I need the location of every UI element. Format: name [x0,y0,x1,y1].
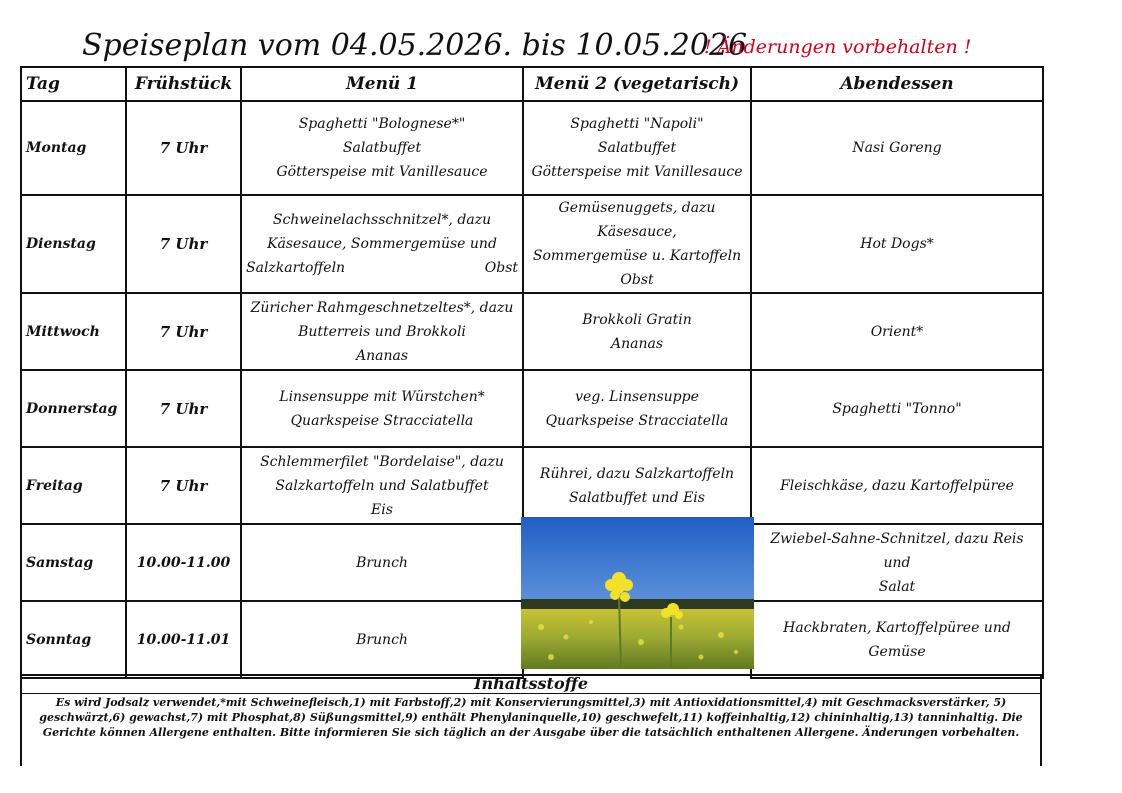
dish-line: veg. Linsensuppe [575,388,699,405]
dish-line: Salat [878,578,916,595]
dish-line-split [246,256,518,280]
breakfast-cell: 7 Uhr [126,370,241,447]
table-row [21,370,1043,447]
day-cell: Sonntag [21,601,126,678]
day-cell: Dienstag [21,195,126,293]
breakfast-cell: 7 Uhr [126,447,241,524]
day-cell: Freitag [21,447,126,524]
menu1-cell [241,293,523,370]
dish-line: Hackbraten, Kartoffelpüree und Gemüse [783,619,1011,660]
menu2-cell [523,195,751,293]
header-row [21,67,1043,101]
dish-line: Züricher Rahmgeschnetzeltes*, dazu [250,299,514,316]
col-header-day: Tag [21,67,126,101]
dish-line: Rührei, dazu Salzkartoffeln [539,465,735,482]
dish-line: Hot Dogs* [860,236,934,252]
breakfast-cell: 7 Uhr [126,101,241,195]
dinner-cell [751,370,1043,447]
dish-line-left: Salzkartoffeln [246,260,346,276]
menu2-cell [523,447,751,524]
dish-line: Salatbuffet [342,140,422,156]
dinner-cell [751,101,1043,195]
footer-title: Inhaltsstoffe [473,674,589,693]
menu2-cell [523,101,751,195]
rapeseed-photo-svg [521,517,754,669]
menu1-cell [241,195,523,293]
dish-line: Schweinelachsschnitzel*, dazu [272,212,492,228]
dish-line: Quarkspeise Stracciatella [545,412,729,429]
dish-line: Spaghetti "Tonno" [832,400,962,417]
table-row [21,195,1043,293]
dish-line: Salzkartoffeln und Salatbuffet [275,477,489,494]
dish-line: Salatbuffet [597,140,677,156]
menu2-cell [523,370,751,447]
dish-line: Sommergemüse u. Kartoffeln [532,248,742,264]
dish-line: Nasi Goreng [852,140,942,156]
dinner-cell [751,195,1043,293]
dish-line: Eis [371,501,393,518]
table-row [21,293,1043,370]
dish-line: Brokkoli Gratin [582,311,692,328]
col-header-menu2: Menü 2 (vegetarisch) [523,67,751,101]
dish-line: Brunch [356,631,408,648]
breakfast-cell: 7 Uhr [126,195,241,293]
table-row [21,447,1043,524]
dish-line: Obst [620,272,654,288]
rapeseed-field-photo [521,517,754,669]
day-cell: Mittwoch [21,293,126,370]
dinner-cell [751,601,1043,678]
menu1-cell [241,524,523,601]
day-cell: Samstag [21,524,126,601]
changes-note: ! Änderungen vorbehalten ! [704,36,972,58]
col-header-menu1: Menü 1 [241,67,523,101]
day-cell: Donnerstag [21,370,126,447]
breakfast-cell: 10.00-11.00 [126,524,241,601]
dish-line: Quarkspeise Stracciatella [290,412,474,429]
breakfast-cell: 7 Uhr [126,293,241,370]
dish-line: Salatbuffet und Eis [569,489,705,506]
col-header-dinner: Abendessen [751,67,1043,101]
dish-line: Butterreis und Brokkoli [298,323,466,340]
dish-line: Brunch [356,554,408,571]
dinner-cell [751,293,1043,370]
dish-line: Ananas [610,335,664,352]
dish-line-right: Obst [484,260,518,276]
footer-divider [20,693,1042,694]
dish-line: Orient* [870,323,924,340]
menu1-cell [241,447,523,524]
dish-line: Schlemmerfilet "Bordelaise", dazu [260,453,504,470]
breakfast-cell: 10.00-11.01 [126,601,241,678]
dish-line: Linsensuppe mit Würstchen* [279,388,485,405]
menu1-cell [241,370,523,447]
footer-allergen-text: Es wird Jodsalz verwendet,*mit Schweinefleisch,1) mit Farbstoff,2) mit Konservierungsmittel,3) mit Antioxidationsmittel,4) mit Geschmacksverstärker, 5) geschwärzt,6) gewachst,7) mit Phosphat,8) Süßungsmittel,9) enthält Phenylaninquelle,10) geschwefelt,11) koffeinhaltig,12) chininhaltig,13) tanninhaltig. Die Gerichte können Allergene enthalten. Bitte informieren Sie sich täglich an der Ausgabe über die tatsächlich enthaltenen Allergene. Änderungen vorbehalten. [39,696,1023,739]
dish-line: Gemüsenuggets, dazu Käsesauce, [558,200,716,240]
dish-line: Zwiebel-Sahne-Schnitzel, dazu Reis und [770,530,1024,571]
page-title: Speiseplan vom 04.05.2026. bis 10.05.2026 [82,28,748,63]
menu1-cell [241,601,523,678]
dinner-cell [751,447,1043,524]
dish-line: Fleischkäse, dazu Kartoffelpüree [780,477,1014,494]
dish-line: Spaghetti "Bolognese*" [298,116,466,132]
menu2-cell [523,293,751,370]
dish-line: Götterspeise mit Vanillesauce [531,164,743,180]
dish-line: Götterspeise mit Vanillesauce [276,164,488,180]
day-cell: Montag [21,101,126,195]
dish-line: Ananas [355,347,409,364]
table-row [21,101,1043,195]
dish-line: Spaghetti "Napoli" [570,116,704,132]
menu1-cell [241,101,523,195]
dish-line: Käsesauce, Sommergemüse und [267,236,497,252]
dinner-cell [751,524,1043,601]
col-header-breakfast: Frühstück [126,67,241,101]
